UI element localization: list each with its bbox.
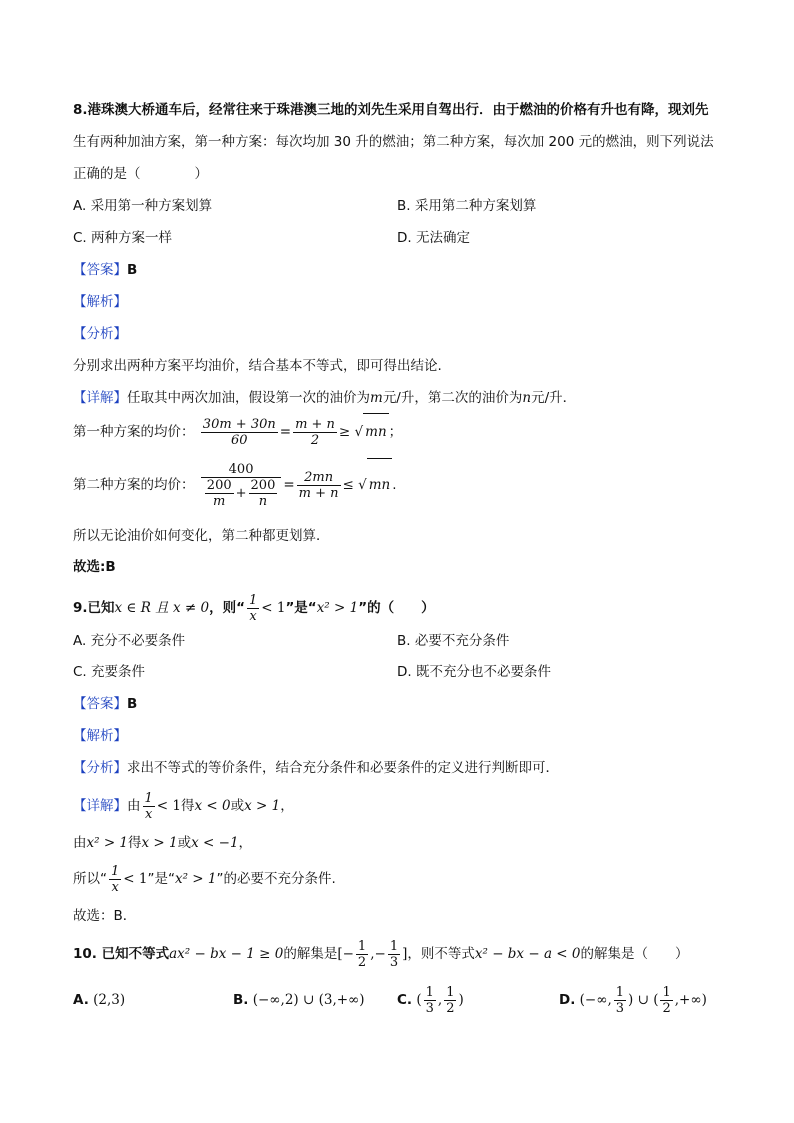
option-label: C. [397, 992, 413, 1008]
sqrt-radicand: mn [363, 413, 389, 450]
q9-xiangjie-line2 [73, 833, 252, 853]
q10-text: 的解集是（ ） [580, 946, 689, 962]
math: ax² − bx − 1 ≥ 0 [169, 946, 284, 962]
math: x² > 1 [174, 871, 217, 887]
math: x² > 1 [86, 835, 129, 851]
q9-choose: 故选：B． [73, 908, 137, 924]
math: x² > 1 [316, 600, 359, 616]
fraction-denominator: 2 [446, 1000, 455, 1016]
fraction-denominator: 60 [231, 432, 248, 448]
q8-stem-line2: 生有两种加油方案，第一种方案：每次均加 30 升的燃油；第二种方案，每次加 200 元的燃油，则下列说法 [73, 134, 714, 150]
q8-xiangjie [73, 388, 576, 408]
option-value: (−∞,2) ∪ (3,+∞) [252, 992, 365, 1008]
q9-option-a: A. 充分不必要条件 [73, 633, 186, 649]
fraction-numerator: 1 [662, 984, 671, 1000]
fraction-denominator: 2 [357, 954, 367, 970]
fraction-numerator: 1 [144, 790, 153, 806]
q8-stem-line3: 正确的是（ ） [73, 166, 208, 182]
fraction-denominator: 3 [615, 1000, 625, 1016]
q8-fenxi-text: 分别求出两种方案平均油价，结合基本不等式，即可得出结论. [73, 358, 442, 374]
q8-option-a: A. 采用第一种方案划算 [73, 198, 213, 214]
punct: ； [388, 424, 403, 440]
answer-value: B [127, 262, 138, 278]
fraction-numerator: 1 [357, 938, 367, 954]
math: x < 0 [194, 798, 231, 814]
fraction [293, 417, 337, 448]
math: < 1 [261, 600, 286, 616]
q10-option-a [73, 983, 125, 1017]
xiangjie-text: 元/升，第二次的油价为 [382, 390, 523, 406]
math: < 1 [156, 798, 181, 814]
fraction [614, 985, 626, 1016]
text: 或 [177, 835, 192, 851]
q9-text: ”的（ ） [358, 600, 435, 616]
fraction-numerator: 1 [446, 984, 455, 1000]
math: x > 1 [244, 798, 281, 814]
fraction [388, 939, 400, 970]
fraction-numerator: 1 [248, 592, 258, 608]
fraction-numerator: 30m + 30n [202, 416, 276, 432]
math: ( [416, 992, 422, 1008]
xiangjie-tag: 【详解】 [73, 390, 127, 406]
q9-option-d: D. 既不充分也不必要条件 [397, 664, 551, 680]
fraction-denominator: m [213, 493, 226, 509]
fraction-denominator: 3 [425, 1000, 434, 1016]
fraction [109, 864, 121, 895]
option-label: D. [559, 992, 576, 1008]
xiangjie-text: 元/升． [531, 390, 577, 406]
fenxi-text: 求出不等式的等价条件，结合充分条件和必要条件的定义进行判断即可． [127, 760, 559, 776]
q8-plan2-formula: 第二种方案的均价： 400 $\frac{200}{m}$ + $\frac{200}{n}$ = $\frac{2mn}{m + n}$ ≤ √ mn . [73, 458, 397, 511]
q10-text: 10. 已知不等式 [73, 946, 170, 962]
math: ) [458, 992, 464, 1008]
fraction-denominator: x [144, 806, 153, 822]
fraction-denominator: n [258, 493, 268, 509]
q10-stem [73, 937, 688, 971]
fraction-numerator: 1 [389, 938, 399, 954]
fraction [201, 417, 278, 448]
q9-jiexi-tag: 【解析】 [73, 728, 127, 744]
q8-jiexi-tag: 【解析】 [73, 294, 127, 310]
q9-answer [73, 694, 137, 714]
fraction [297, 470, 341, 501]
q9-stem [73, 591, 435, 625]
punct: ， [238, 835, 253, 851]
q8-choose: 故选:B [73, 559, 116, 575]
complex-fraction: 400 $\frac{200}{m}$ + $\frac{200}{n}$ [201, 462, 282, 509]
q8-option-b: B. 采用第二种方案划算 [397, 198, 537, 214]
q9-xiangjie-line1 [73, 788, 294, 824]
text: 或 [230, 798, 245, 814]
math: x > 1 [141, 835, 178, 851]
math: (−∞, [579, 992, 612, 1008]
q9-option-c: C. 充要条件 [73, 664, 146, 680]
q8-conclusion: 所以无论油价如何变化，第二种都更划算． [73, 528, 330, 544]
plan1-label: 第一种方案的均价： [73, 424, 195, 440]
math: , [437, 992, 443, 1008]
fenxi-tag: 【分析】 [73, 760, 127, 776]
math: ,− [370, 946, 386, 962]
answer-tag: 【答案】 [73, 262, 127, 278]
punct: ， [280, 798, 294, 814]
math: ,+∞) [674, 992, 707, 1008]
option-value: (2,3) [93, 992, 126, 1008]
math: x < −1 [191, 835, 239, 851]
fraction-denominator: m + n [298, 485, 339, 501]
q8-fenxi-tag: 【分析】 [73, 326, 127, 342]
text: 由 [127, 798, 141, 814]
math: ] [402, 946, 408, 962]
fraction [247, 593, 259, 624]
fraction-denominator: 2 [310, 432, 320, 448]
fraction [356, 939, 368, 970]
var-n: n [522, 390, 532, 406]
answer-tag: 【答案】 [73, 696, 127, 712]
q9-text: ”是“ [285, 600, 317, 616]
math: ) ∪ ( [628, 992, 659, 1008]
q9-condition: x ∈ R 且 x ≠ 0 [114, 600, 210, 616]
q9-text: 9.已知 [73, 600, 115, 616]
q8-stem-line1: 8.港珠澳大桥通车后，经常往来于珠港澳三地的刘先生采用自驾出行．由于燃油的价格有升也有降，现刘先 [73, 102, 709, 118]
q10-option-c [397, 983, 464, 1017]
text: ”的必要不充分条件. [216, 871, 336, 887]
q10-text: 的解集是 [283, 946, 338, 962]
q9-option-b: B. 必要不充分条件 [397, 633, 510, 649]
q8-option-d: D. 无法确定 [397, 230, 470, 246]
fraction [205, 478, 234, 509]
q8-answer [73, 260, 137, 280]
fraction [660, 985, 672, 1016]
text: 得 [128, 835, 142, 851]
xiangjie-text: 任取其中两次加油，假设第一次的油价为 [127, 390, 370, 406]
q9-text: ，则“ [209, 600, 245, 616]
fraction-numerator: 200 [250, 477, 276, 493]
plan2-label: 第二种方案的均价： [73, 477, 195, 493]
fraction-denominator: 2 [662, 1000, 671, 1016]
fraction-numerator: 2mn [297, 470, 341, 486]
q8-option-c: C. 两种方案一样 [73, 230, 173, 246]
fraction [249, 478, 278, 509]
option-label: B. [233, 992, 249, 1008]
fraction [143, 791, 155, 822]
punct: . [392, 477, 397, 493]
fraction-numerator: 1 [615, 984, 625, 1000]
q9-fenxi [73, 758, 559, 778]
math: < 1 [123, 871, 148, 887]
fraction-numerator: 1 [425, 984, 434, 1000]
fraction-denominator: 3 [389, 954, 399, 970]
fraction-numerator: 200 [206, 477, 232, 493]
math: [− [337, 946, 354, 962]
text: ”是“ [147, 871, 175, 887]
fraction-denominator: x [111, 879, 119, 895]
fraction-numerator: m + n [295, 416, 335, 432]
fraction-denominator: x [249, 608, 257, 624]
q8-plan1-formula: 第一种方案的均价： $\frac{30m + 30n}{60}$ = $\frac{m + n}{2}$ ≥ √ mn ； [73, 413, 402, 450]
fraction-numerator: 400 [201, 462, 282, 478]
math: x² − bx − a < 0 [474, 946, 581, 962]
xiangjie-tag: 【详解】 [73, 798, 127, 814]
fraction-numerator: 1 [111, 863, 120, 879]
text: 得 [180, 798, 195, 814]
option-label: A. [73, 992, 89, 1008]
q10-option-d [559, 983, 707, 1017]
text: 由 [73, 835, 87, 851]
q9-xiangjie-line3 [73, 861, 336, 897]
var-m: m [370, 390, 383, 406]
q10-option-b [233, 983, 365, 1017]
text: 所以“ [73, 871, 107, 887]
answer-value: B [127, 696, 138, 712]
q10-text: ，则不等式 [407, 946, 475, 962]
fraction [424, 985, 436, 1016]
fraction [444, 985, 456, 1016]
sqrt-radicand: mn [367, 458, 393, 511]
